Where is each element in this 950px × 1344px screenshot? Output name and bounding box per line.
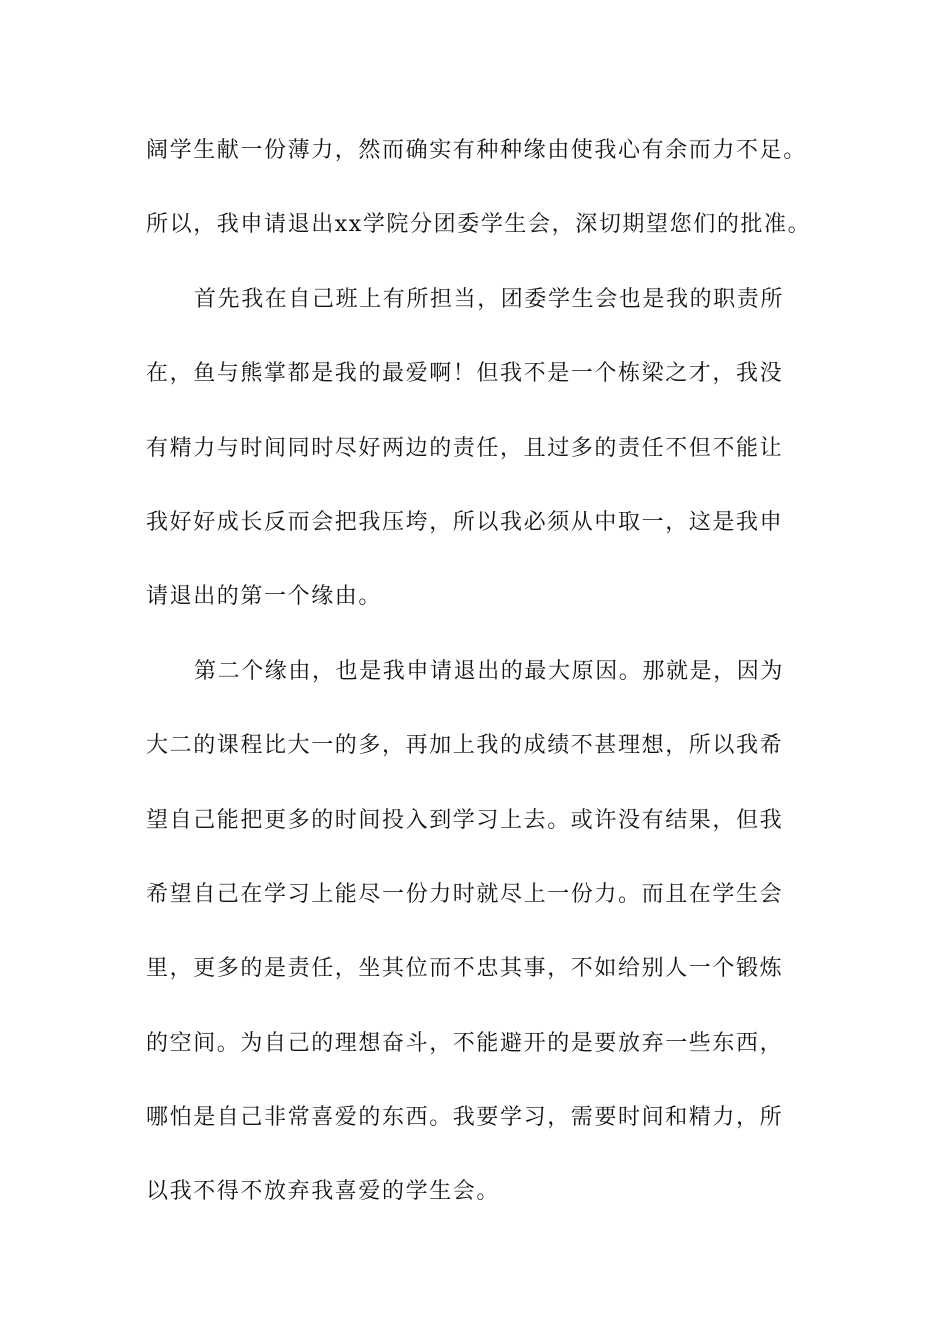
text-line: 大二的课程比大一的多，再加上我的成绩不甚理想，所以我希 <box>146 733 784 759</box>
text-line: 我好好成长反而会把我压垮，所以我必须从中取一，这是我申 <box>146 509 784 535</box>
text-line: 有精力与时间同时尽好两边的责任，且过多的责任不但不能让 <box>146 435 784 461</box>
text-line: 所以，我申请退出xx学院分团委学生会，深切期望您们的批准。 <box>146 212 812 238</box>
document-body <box>146 129 816 1245</box>
text-line: 希望自己在学习上能尽一份力时就尽上一份力。而且在学生会 <box>146 881 784 907</box>
text-line: 请退出的第一个缘由。 <box>146 584 383 610</box>
paragraph-start-line: 首先我在自己班上有所担当，团委学生会也是我的职责所 <box>194 286 785 312</box>
text-line: 望自己能把更多的时间投入到学习上去。或许没有结果，但我 <box>146 807 784 833</box>
text-line: 哪怕是自己非常喜爱的东西。我要学习，需要时间和精力，所 <box>146 1105 784 1131</box>
text-line: 以我不得不放弃我喜爱的学生会。 <box>146 1179 501 1205</box>
paragraph-start-line: 第二个缘由，也是我申请退出的最大原因。那就是，因为 <box>194 658 785 684</box>
text-line: 里，更多的是责任，坐其位而不忠其事，不如给别人一个锻炼 <box>146 956 784 982</box>
text-line: 的空间。为自己的理想奋斗，不能避开的是要放弃一些东西， <box>146 1030 784 1056</box>
text-line: 在，鱼与熊掌都是我的最爱啊！但我不是一个栋梁之才，我没 <box>146 361 784 387</box>
text-line: 阔学生献一份薄力，然而确实有种种缘由使我心有余而力不足。 <box>146 138 807 163</box>
